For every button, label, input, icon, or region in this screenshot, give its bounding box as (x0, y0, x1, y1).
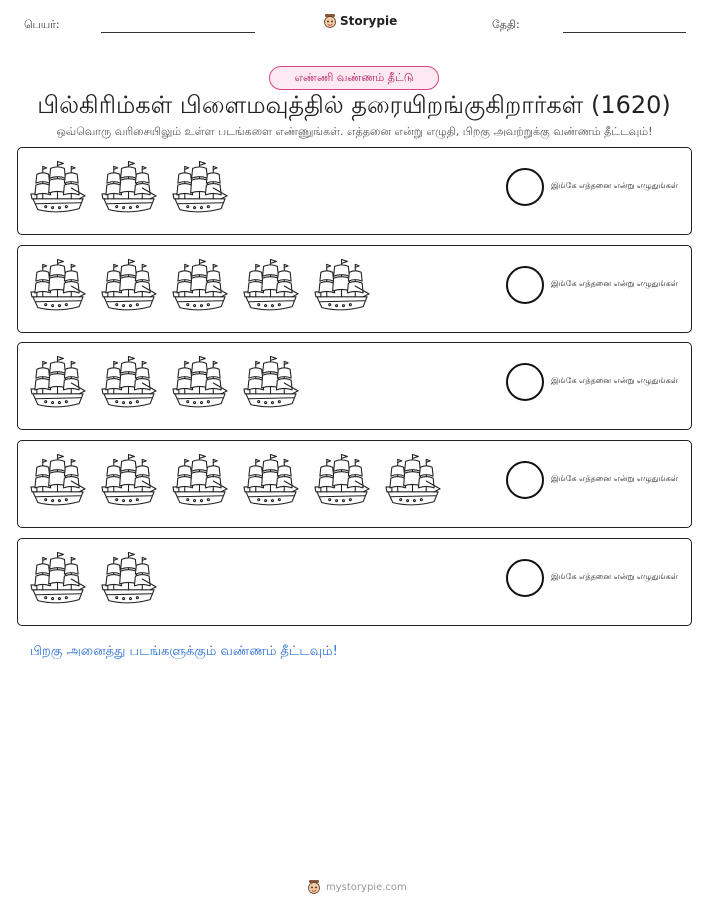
instructions: ஒவ்வொரு வரிசையிலும் உள்ள படங்களை எண்ணுங்கள். எத்தனை என்று எழுதி, பிறகு அவற்றுக்கு வண்ணம் தீட்டவும்! (56, 125, 653, 138)
answer-circle[interactable] (506, 266, 544, 304)
date-write-line[interactable] (563, 32, 686, 33)
sailing-ship-icon[interactable] (29, 158, 86, 220)
sailing-ship-icon[interactable] (171, 158, 228, 220)
answer-circle[interactable] (506, 559, 544, 597)
answer-label: இங்கே எத்தனை என்று எழுதுங்கள் (551, 181, 678, 190)
site-footer (307, 879, 407, 895)
sailing-ship-icon[interactable] (100, 158, 157, 220)
sailing-ship-icon[interactable] (100, 549, 157, 611)
count-row (17, 147, 692, 235)
sailing-ship-icon[interactable] (29, 353, 86, 415)
answer-label: இங்கே எத்தனை என்று எழுதுங்கள் (551, 279, 678, 288)
date-label: தேதி: (492, 18, 520, 31)
row-items (29, 451, 441, 517)
activity-badge: எண்ணி வண்ணம் தீட்டு (269, 66, 439, 90)
sailing-ship-icon[interactable] (29, 256, 86, 318)
count-row (17, 342, 692, 430)
answer-circle[interactable] (506, 363, 544, 401)
count-row (17, 538, 692, 626)
storypie-mascot-icon (307, 879, 321, 895)
coloring-note: பிறகு அனைத்து படங்களுக்கும் வண்ணம் தீட்டவும்! (30, 644, 338, 659)
answer-circle[interactable] (506, 461, 544, 499)
sailing-ship-icon[interactable] (171, 353, 228, 415)
sailing-ship-icon[interactable] (242, 256, 299, 318)
page-title: பில்கிரிம்கள் பிளைமவுத்தில் தரையிறங்குகிறார்கள் (1620) (37, 91, 671, 119)
answer-label: இங்கே எத்தனை என்று எழுதுங்கள் (551, 572, 678, 581)
name-write-line[interactable] (101, 32, 255, 33)
sailing-ship-icon[interactable] (171, 256, 228, 318)
count-row (17, 245, 692, 333)
sailing-ship-icon[interactable] (242, 353, 299, 415)
sailing-ship-icon[interactable] (384, 451, 441, 513)
site-url: mystorypie.com (326, 881, 407, 893)
brand-name: Storypie (340, 14, 398, 28)
answer-label: இங்கே எத்தனை என்று எழுதுங்கள் (551, 376, 678, 385)
sailing-ship-icon[interactable] (171, 451, 228, 513)
row-items (29, 353, 299, 419)
sailing-ship-icon[interactable] (313, 451, 370, 513)
sailing-ship-icon[interactable] (100, 256, 157, 318)
storypie-logo (323, 13, 397, 29)
count-row (17, 440, 692, 528)
row-items (29, 256, 370, 322)
sailing-ship-icon[interactable] (29, 549, 86, 611)
answer-label: இங்கே எத்தனை என்று எழுதுங்கள் (551, 474, 678, 483)
row-items (29, 549, 157, 615)
name-label: பெயர்: (24, 18, 60, 31)
row-items (29, 158, 228, 224)
sailing-ship-icon[interactable] (242, 451, 299, 513)
sailing-ship-icon[interactable] (29, 451, 86, 513)
sailing-ship-icon[interactable] (313, 256, 370, 318)
sailing-ship-icon[interactable] (100, 451, 157, 513)
sailing-ship-icon[interactable] (100, 353, 157, 415)
title-area (0, 90, 709, 122)
answer-circle[interactable] (506, 168, 544, 206)
storypie-mascot-icon (323, 13, 337, 29)
